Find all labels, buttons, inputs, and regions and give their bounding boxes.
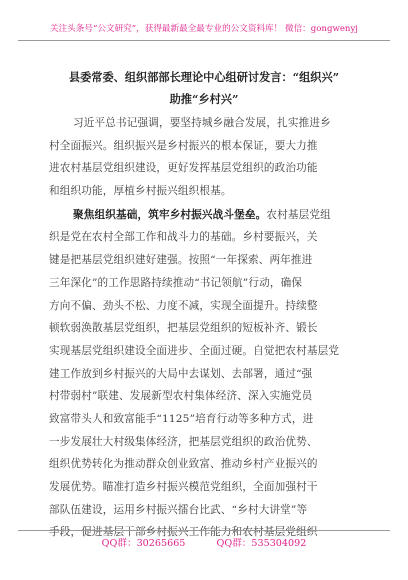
paragraph2-line: 织是党在农村全部工作和战斗力的基础。乡村要振兴，关 <box>49 231 318 244</box>
paragraph2-heading: 聚焦组织基础，筑牢乡村振兴战斗堡垒。 <box>73 208 267 221</box>
paragraph1-line: 和组织功能，厚植乡村振兴组织根基。 <box>49 185 232 198</box>
header-divider <box>18 40 390 41</box>
footer-qq-group-2: QQ群：535304092 <box>216 538 307 549</box>
paragraph2-line: 顿软弱涣散基层党组织，把基层党组织的短板补齐、锻长 <box>49 322 318 335</box>
paragraph2-line: 组织优势转化为推动群众创业致富、推动乡村产业振兴的 <box>49 458 318 471</box>
paragraph2-line: 键是把基层党组织建好建强。按照“一年探索、两年推进 <box>49 254 313 267</box>
paragraph2-line: 建工作放到乡村振兴的大局中去谋划、去部署，通过“强 <box>49 367 313 380</box>
paragraph2-line: 方向不偏、劲头不松、力度不减，实现全面提升。持续整 <box>49 299 318 312</box>
paragraph2-line: 实现基层党组织建设全面进步、全面过硬。自觉把农村基层党 <box>49 344 340 357</box>
paragraph2-line: 致富带头人和致富能手“1125”培育行动等多种方式，进 <box>49 412 314 425</box>
document-title <box>34 66 374 110</box>
paragraph2-line: 手段，促进基层干部乡村振兴工作能力和农村基层党组织 <box>49 526 318 539</box>
paragraph2-first-line <box>49 204 361 227</box>
paragraph2-line: 发展优势。瞄准打造乡村振兴模范党组织，全面加强村干 <box>49 481 318 493</box>
paragraph2-line: 部队伍建设，运用乡村振兴擂台比武、“乡村大讲堂”等 <box>49 503 308 516</box>
document-body <box>49 112 361 544</box>
footer-divider <box>18 530 390 531</box>
paragraph2-line: 三年深化”的工作思路持续推动“书记领航”行动，确保 <box>49 276 303 289</box>
paragraph1-line: 习近平总书记强调，要坚持城乡融合发展，扎实推进乡 <box>73 117 331 129</box>
footer <box>0 536 408 552</box>
paragraph2-line: 村带弱村”联建、发展新型农村集体经济、深入实施党员 <box>49 390 313 403</box>
header-banner: 关注头条号“公文研究”，获得最新最全最专业的公文资料库！ 微信：gongwenyj <box>50 24 358 34</box>
title-line-1: 县委常委、组织部部长理论中心组研讨发言：“组织兴” <box>68 70 340 84</box>
paragraph1-line: 村全面振兴。组织振兴是乡村振兴的根本保证，要大力推 <box>49 139 318 152</box>
paragraph1-line: 进农村基层党组织建设，更好发挥基层党组织的政治功能 <box>49 162 318 175</box>
paragraph2-first-rest: 农村基层党组 <box>266 208 331 221</box>
title-line-2: 助推“乡村兴” <box>169 92 239 106</box>
footer-qq-group-1: QQ群：30265665 <box>101 538 186 549</box>
paragraph2-line: 一步发展壮大村级集体经济，把基层党组织的政治优势、 <box>49 435 318 448</box>
